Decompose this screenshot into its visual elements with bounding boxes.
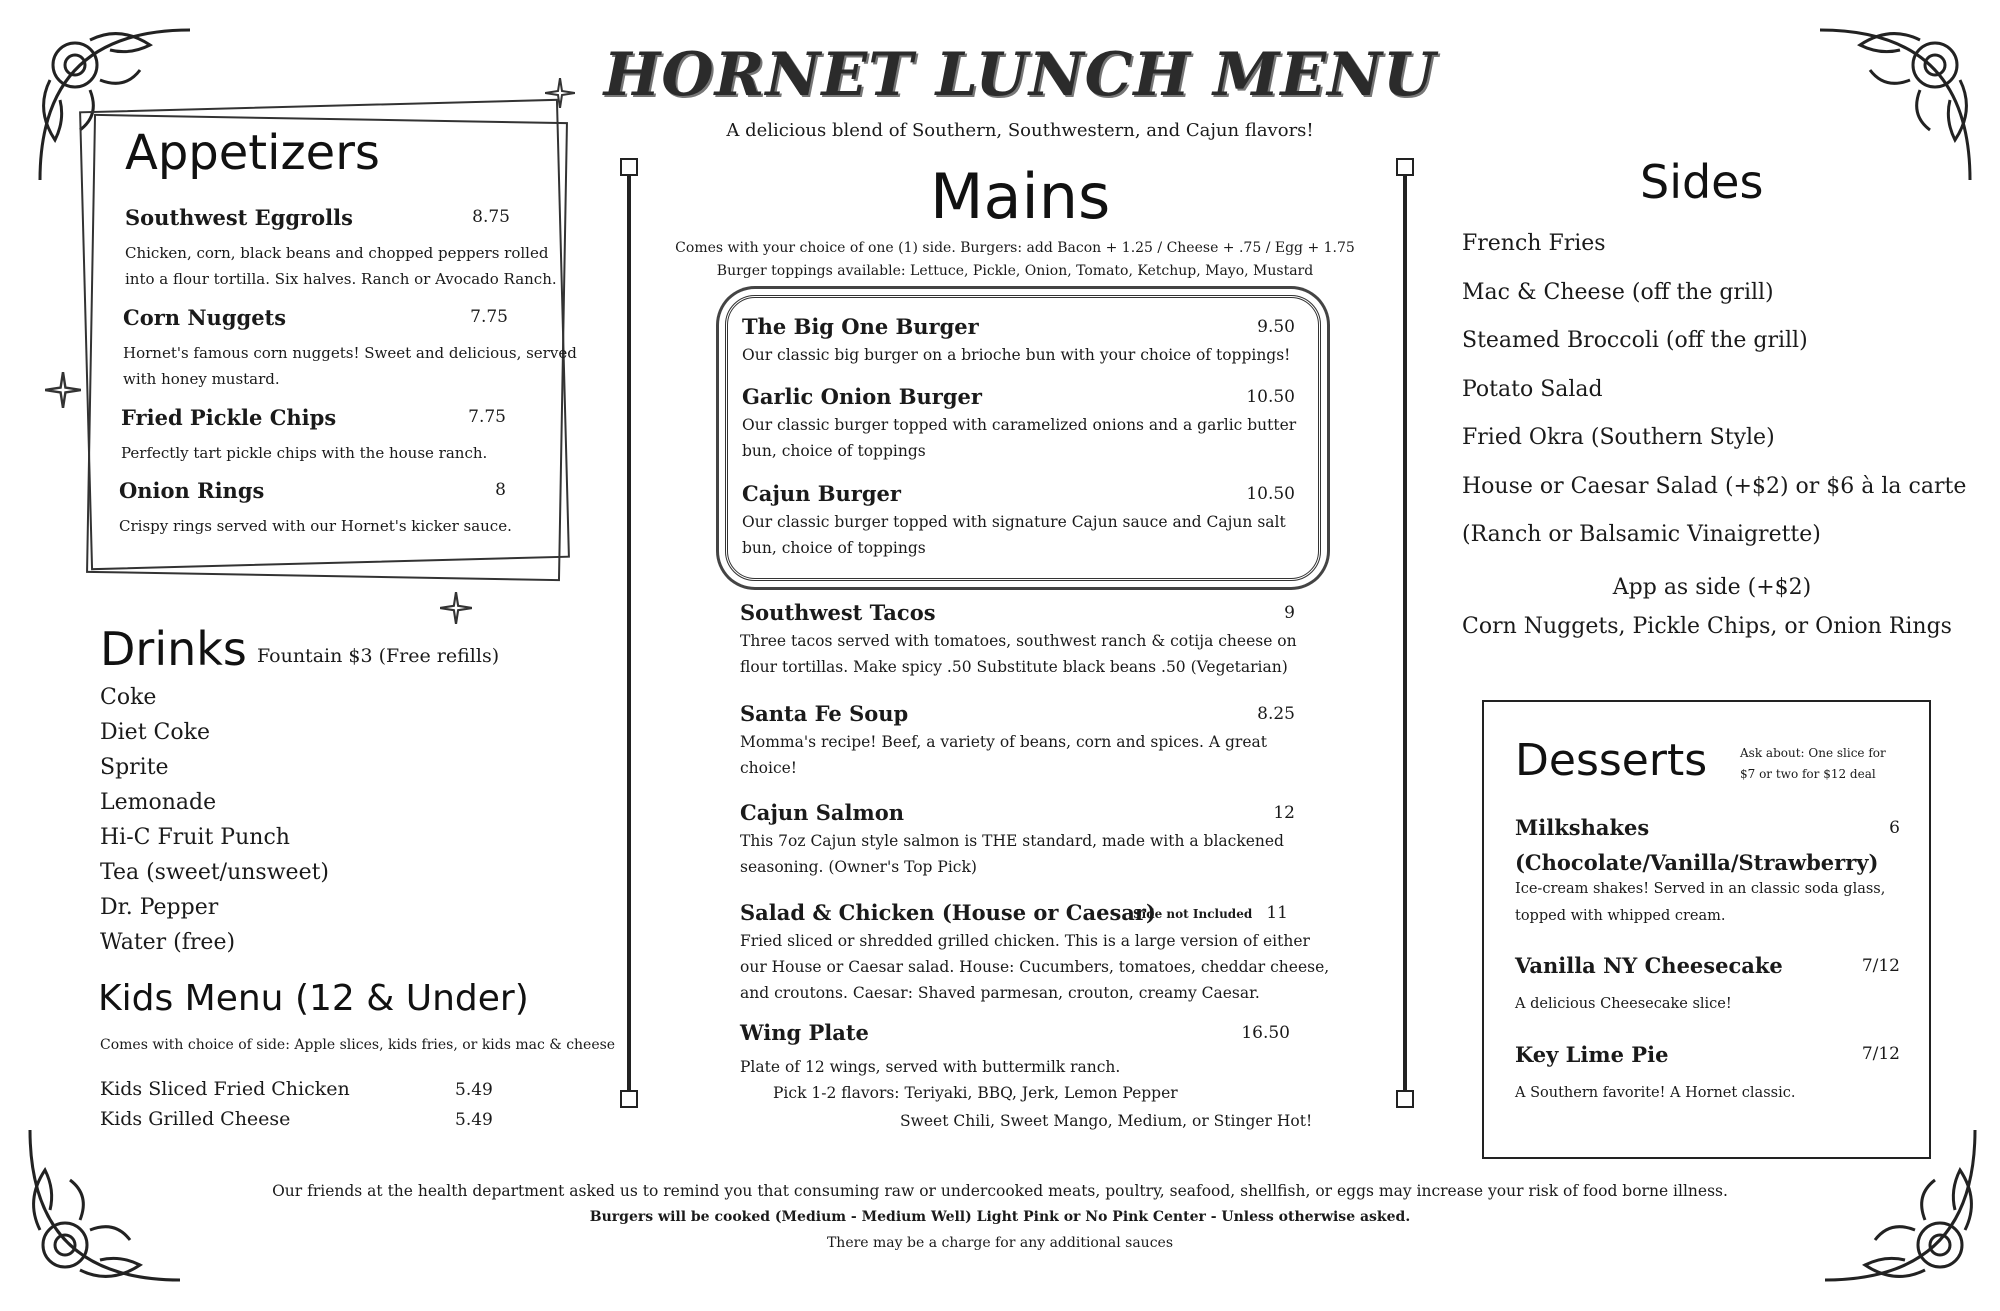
app-side-items: Corn Nuggets, Pickle Chips, or Onion Rings [1462,614,1952,639]
appetizers-heading: Appetizers [125,125,380,181]
drinks-heading: Drinks [100,622,247,676]
main-tag: Side not Included [1133,907,1253,921]
list-item: Fried Okra (Southern Style) [1462,425,1775,450]
mains-note: Comes with your choice of one (1) side. Burgers: add Bacon + 1.25 / Cheese + .75 / Egg + 1.75 [675,240,1355,256]
appetizer-name: Corn Nuggets [123,305,287,330]
main-name: Salad & Chicken (House or Caesar) [740,900,1156,925]
drinks-list [100,680,329,960]
burger-price: 10.50 [1246,484,1295,504]
appetizer-desc: Chicken, corn, black beans and chopped peppers rolled [125,244,549,262]
list-item: Water (free) [100,930,236,955]
appetizer-name: Fried Pickle Chips [121,405,337,430]
list-item: House or Caesar Salad (+$2) or $6 à la carte [1462,473,1967,499]
main-price: 8.25 [1257,704,1295,724]
mains-note: Burger toppings available: Lettuce, Pickle, Onion, Tomato, Ketchup, Mayo, Mustard [716,263,1314,279]
appetizer-desc: with honey mustard. [123,370,280,388]
sparkle-icon [440,592,472,624]
main-name: Santa Fe Soup [740,701,909,726]
footer-disclaimer: Our friends at the health department asked us to remind you that consuming raw or undercooked meats, poultry, seafood, shellfish, or eggs may increase your risk of food borne illness. [272,1182,1728,1200]
sides-list [1462,220,1966,560]
dessert-price: 7/12 [1861,956,1900,976]
list-item: Mac & Cheese (off the grill) [1462,279,1774,305]
sides-heading: Sides [1640,155,1764,209]
burger-desc: Our classic burger topped with caramelized onions and a garlic butter [742,416,1297,434]
footer-sauce-note: There may be a charge for any additional sauces [826,1235,1174,1251]
appetizer-price: 8.75 [472,207,510,227]
kids-item-price: 5.49 [455,1110,493,1130]
list-item: Diet Coke [100,720,210,745]
burger-price: 9.50 [1257,317,1295,337]
main-name: Southwest Tacos [740,600,936,625]
dessert-desc: A Southern favorite! A Hornet classic. [1515,1085,1796,1101]
appetizer-desc: Perfectly tart pickle chips with the house ranch. [121,444,488,462]
dessert-sub: (Chocolate/Vanilla/Strawberry) [1515,850,1879,875]
mains-heading: Mains [930,160,1111,233]
list-item: Dr. Pepper [100,895,219,920]
main-desc: Three tacos served with tomatoes, southwest ranch & cotija cheese on [740,632,1297,650]
dessert-name: Vanilla NY Cheesecake [1515,953,1783,978]
main-price: 16.50 [1241,1023,1290,1043]
list-item: Tea (sweet/unsweet) [100,860,330,885]
app-side-title: App as side (+$2) [1612,575,1812,600]
list-item: Lemonade [100,790,217,815]
dessert-name: Key Lime Pie [1515,1042,1669,1067]
main-desc: This 7oz Cajun style salmon is THE standard, made with a blackened [740,832,1284,850]
drinks-note: Fountain $3 (Free refills) [257,645,500,667]
burger-desc: bun, choice of toppings [742,539,926,557]
divider [627,168,631,1100]
main-price: 9 [1284,603,1295,623]
kids-item-name: Kids Sliced Fried Chicken [100,1078,350,1100]
main-desc: our House or Caesar salad. House: Cucumbers, tomatoes, cheddar cheese, [740,958,1330,976]
desserts-heading: Desserts [1515,735,1708,786]
burger-desc: bun, choice of toppings [742,442,926,460]
main-desc: Sweet Chili, Sweet Mango, Medium, or Stinger Hot! [900,1112,1313,1130]
sparkle-icon [45,372,81,408]
corner-ornament-bottom-left-icon [20,1120,190,1290]
list-item: Potato Salad [1462,376,1603,402]
main-price: 12 [1273,803,1295,823]
dessert-desc: A delicious Cheesecake slice! [1515,996,1732,1012]
list-item: Coke [100,685,157,710]
appetizer-price: 7.75 [468,407,506,427]
appetizer-desc: into a flour tortilla. Six halves. Ranch or Avocado Ranch. [125,270,557,288]
main-desc: Momma's recipe! Beef, a variety of beans, corn and spices. A great [740,733,1267,751]
appetizer-desc: Crispy rings served with our Hornet's kicker sauce. [119,517,512,535]
burger-price: 10.50 [1246,387,1295,407]
dessert-price: 7/12 [1861,1044,1900,1064]
burger-name: Cajun Burger [742,481,901,506]
divider [1403,168,1407,1100]
list-item: Steamed Broccoli (off the grill) [1462,328,1808,353]
divider-cap [1396,1090,1414,1108]
burger-desc: Our classic burger topped with signature Cajun sauce and Cajun salt [742,513,1286,531]
list-item: (Ranch or Balsamic Vinaigrette) [1462,522,1821,547]
kids-heading: Kids Menu (12 & Under) [98,978,529,1019]
appetizer-price: 7.75 [470,307,508,327]
main-desc: Pick 1-2 flavors: Teriyaki, BBQ, Jerk, Lemon Pepper [773,1084,1178,1102]
dessert-desc: topped with whipped cream. [1515,908,1726,924]
appetizer-desc: Hornet's famous corn nuggets! Sweet and delicious, served [123,344,577,362]
burger-name: The Big One Burger [742,314,979,339]
main-desc: Plate of 12 wings, served with buttermilk ranch. [740,1058,1121,1076]
dessert-desc: Ice-cream shakes! Served in an classic soda glass, [1515,881,1886,897]
main-desc: Fried sliced or shredded grilled chicken. This is a large version of either [740,932,1310,950]
page-title: HORNET LUNCH MENU [603,40,1437,110]
list-item: Sprite [100,755,169,780]
appetizer-name: Onion Rings [119,478,265,503]
divider-cap [620,158,638,176]
burger-name: Garlic Onion Burger [742,384,982,409]
divider-cap [1396,158,1414,176]
list-item: French Fries [1462,231,1606,256]
main-desc: seasoning. (Owner's Top Pick) [740,858,977,876]
list-item: Hi-C Fruit Punch [100,825,290,850]
kids-item-price: 5.49 [455,1080,493,1100]
desserts-ask: Ask about: One slice for [1740,746,1886,760]
main-desc: and croutons. Caesar: Shaved parmesan, crouton, creamy Caesar. [740,984,1260,1002]
burger-desc: Our classic big burger on a brioche bun with your choice of toppings! [742,346,1291,364]
dessert-name: Milkshakes [1515,815,1650,840]
main-desc: choice! [740,759,798,777]
kids-note: Comes with choice of side: Apple slices, kids fries, or kids mac & cheese [100,1037,616,1053]
main-name: Cajun Salmon [740,800,905,825]
main-desc: flour tortillas. Make spicy .50 Substitute black beans .50 (Vegetarian) [740,658,1288,676]
tagline: A delicious blend of Southern, Southwestern, and Cajun flavors! [726,120,1314,141]
main-price: 11 [1266,903,1288,923]
appetizer-name: Southwest Eggrolls [125,205,353,230]
footer-cooking-note: Burgers will be cooked (Medium - Medium Well) Light Pink or No Pink Center - Unless otherwise asked. [589,1209,1411,1225]
desserts-ask: $7 or two for $12 deal [1740,767,1876,781]
main-name: Wing Plate [740,1020,869,1045]
dessert-price: 6 [1889,818,1900,838]
kids-item-name: Kids Grilled Cheese [100,1108,291,1130]
appetizer-price: 8 [495,480,506,500]
divider-cap [620,1090,638,1108]
